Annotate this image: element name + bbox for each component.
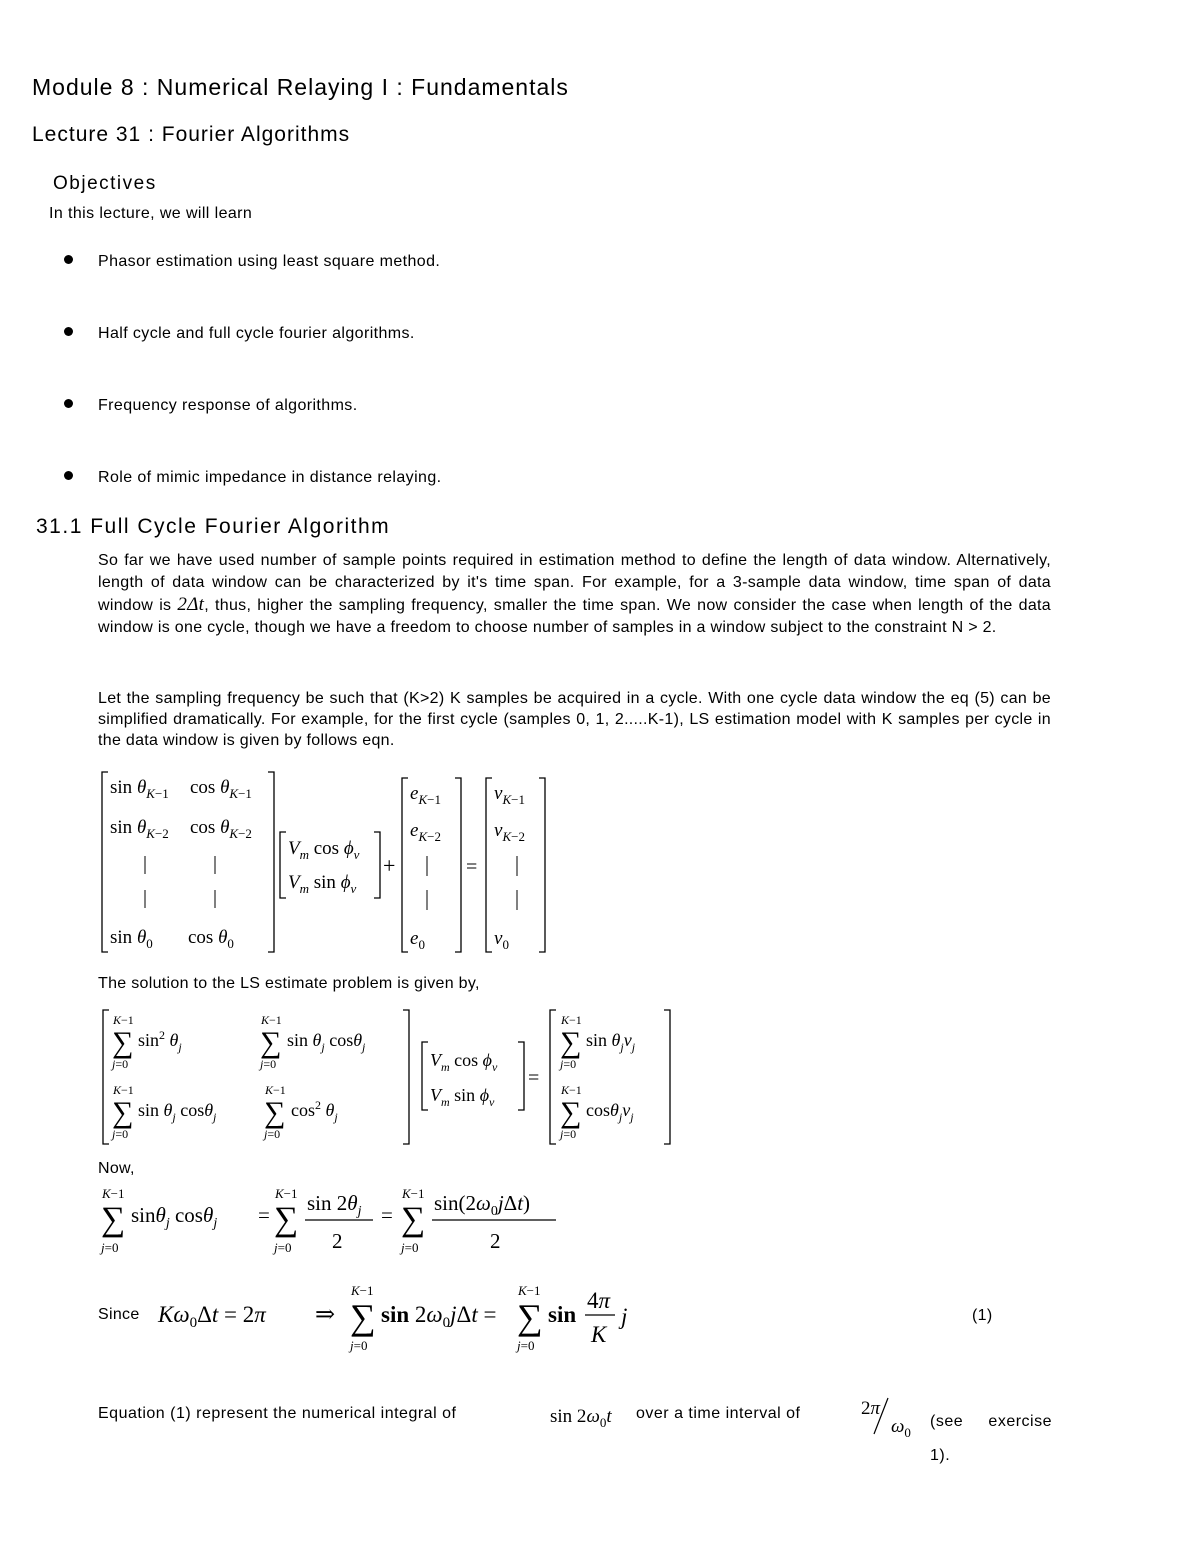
svg-text:cos θK−2: $\cos \theta_K-2$ bbox=[190, 817, 252, 841]
final-text-2: over a time interval of bbox=[636, 1405, 801, 1422]
svg-text:j=0: j=0 bbox=[517, 1338, 535, 1353]
now-text: Now, bbox=[98, 1160, 135, 1177]
svg-text:Vm sin ϕv: $V_m$ $\sin \phi_v$ bbox=[430, 1085, 495, 1109]
svg-text:v0: $v_0$ bbox=[494, 928, 509, 952]
svg-text:K−1: K−1 bbox=[265, 1083, 286, 1097]
svg-text:sin(2ω0jΔt): $\sin(2\omega_0j\Delta t)$ bbox=[434, 1191, 531, 1219]
equation-sum-identity bbox=[98, 1184, 578, 1260]
svg-text:∑: ∑ bbox=[260, 1026, 282, 1059]
svg-text:K−1: K−1 bbox=[561, 1013, 582, 1027]
svg-text:vK−1: $v_K-1$ bbox=[494, 783, 525, 807]
objective-item: Phasor estimation using least square method. bbox=[64, 253, 440, 271]
svg-text:K−1: K−1 bbox=[518, 1283, 541, 1298]
objectives-heading: Objectives bbox=[53, 173, 157, 194]
svg-text:K−1: K−1 bbox=[561, 1083, 582, 1097]
paragraph-1: So far we have used number of sample points required in estimation method to define the length of data window. Alternatively, length of data window can be characterized by it's time span. For example, for a 3-sample data window, time span of data window is 2Δt, thus, higher the sampling frequency, smaller the time span. We now consider the case when length of the data window is one cycle, though we have a freedom to choose number of samples in a window subject to the constraint N > 2. bbox=[98, 552, 1052, 636]
svg-text:=: = bbox=[528, 1067, 540, 1089]
svg-text:∑: ∑ bbox=[274, 1201, 299, 1238]
svg-text:sin θK−1: $\sin \theta_K-1$ bbox=[110, 777, 169, 801]
objective-item: Frequency response of algorithms. bbox=[64, 397, 358, 415]
svg-text:∑: ∑ bbox=[101, 1201, 126, 1238]
since-text: Since bbox=[98, 1306, 140, 1323]
svg-text:∑: ∑ bbox=[401, 1201, 426, 1238]
svg-text:j=0: j=0 bbox=[274, 1240, 292, 1255]
bullet-icon bbox=[64, 399, 73, 408]
svg-text:∑: ∑ bbox=[560, 1026, 582, 1059]
svg-text:sin θj cosθj: $\sin \theta_j$ cosθ$_j$ bbox=[287, 1030, 366, 1054]
final-text-1: Equation (1) represent the numerical integral of bbox=[98, 1405, 457, 1422]
svg-text:cos2 θj: $\cos^2 \theta_j$ bbox=[291, 1098, 338, 1124]
svg-text:sinθj cosθj: sinθ$_j$ cosθ$_j$ bbox=[131, 1203, 218, 1231]
svg-text:Kω0Δt = 2π: $K\omega_0\Delta t = 2\pi$ bbox=[158, 1302, 266, 1331]
svg-text:j=0: j=0 bbox=[560, 1127, 577, 1141]
svg-text:∑: ∑ bbox=[112, 1096, 134, 1129]
svg-text:K−1: K−1 bbox=[102, 1186, 125, 1201]
svg-text:eK−1: $e_K-1$ bbox=[410, 783, 441, 807]
bullet-icon bbox=[64, 327, 73, 336]
svg-text:vK−2: $v_K-2$ bbox=[494, 820, 525, 844]
objective-item: Half cycle and full cycle fourier algorithms. bbox=[64, 325, 415, 343]
bullet-icon bbox=[64, 471, 73, 480]
equation-ls-solution bbox=[98, 1006, 678, 1148]
svg-text:∑: ∑ bbox=[517, 1297, 543, 1337]
equation-number: (1) bbox=[972, 1307, 993, 1324]
svg-text:cosθjvj: $\cos\theta_jv_j$ bbox=[586, 1100, 634, 1124]
svg-text:sin2 θj: $\sin^2 \theta_j$ bbox=[138, 1028, 182, 1054]
equation-1 bbox=[155, 1282, 645, 1354]
svg-text:j=0: j=0 bbox=[101, 1240, 119, 1255]
svg-text:2: 2 bbox=[490, 1229, 501, 1253]
svg-text:j=0: j=0 bbox=[112, 1127, 129, 1141]
svg-text:∑: ∑ bbox=[264, 1096, 286, 1129]
svg-text:Vm sin ϕv: $V_m$ $\sin \phi_v$ bbox=[288, 872, 357, 896]
svg-text:∑: ∑ bbox=[112, 1026, 134, 1059]
svg-text:K: K bbox=[591, 1322, 607, 1347]
equation-ls-model bbox=[98, 766, 558, 958]
svg-text:+: + bbox=[383, 853, 396, 878]
svg-text:2π: 2π bbox=[861, 1398, 881, 1419]
svg-text:sin: sin bbox=[548, 1302, 577, 1327]
svg-text:sin 2θj: $\sin 2\theta_j$ bbox=[307, 1191, 362, 1219]
module-title: Module 8 : Numerical Relaying I : Fundamentals bbox=[32, 74, 569, 100]
svg-text:sin θ0: $\sin \theta_0$ bbox=[110, 927, 153, 951]
svg-text:j=0: j=0 bbox=[401, 1240, 419, 1255]
svg-text:eK−2: $e_K-2$ bbox=[410, 820, 441, 844]
final-text-3: (see exercise 1). bbox=[930, 1413, 1052, 1464]
objectives-intro: In this lecture, we will learn bbox=[49, 205, 253, 222]
svg-text:⇒: ⇒ bbox=[315, 1302, 336, 1328]
svg-text:K−1: K−1 bbox=[402, 1186, 425, 1201]
svg-text:4π: 4π bbox=[587, 1288, 611, 1313]
svg-text:Vm cos ϕv: $V_m$ $\cos \phi_v$ bbox=[430, 1050, 498, 1074]
svg-text:Vm cos ϕv: $V_m$ $\cos \phi_v$ bbox=[288, 838, 360, 862]
svg-text:=: = bbox=[381, 1203, 393, 1227]
svg-text:e0: $e_0$ bbox=[410, 928, 425, 952]
svg-text:2: 2 bbox=[332, 1229, 343, 1253]
svg-text:sin θj cosθj: $\sin \theta_j$ cosθ$_j$ bbox=[138, 1100, 217, 1124]
svg-text:K−1: K−1 bbox=[275, 1186, 298, 1201]
inline-math-sin2w0t bbox=[548, 1398, 636, 1434]
svg-text:=: = bbox=[258, 1203, 270, 1227]
svg-text:K−1: K−1 bbox=[261, 1013, 282, 1027]
svg-text:j=0: j=0 bbox=[260, 1057, 277, 1071]
svg-text:∑: ∑ bbox=[560, 1096, 582, 1129]
svg-text:K−1: K−1 bbox=[113, 1013, 134, 1027]
inline-math-2dt: 2Δt bbox=[177, 594, 205, 615]
svg-text:sin θK−2: $\sin \theta_K-2$ bbox=[110, 817, 169, 841]
svg-text:j=0: j=0 bbox=[112, 1057, 129, 1071]
svg-text:∑: ∑ bbox=[350, 1297, 376, 1337]
svg-text:sin θjvj: $\sin \theta_jv_j$ bbox=[586, 1030, 636, 1054]
solution-text: The solution to the LS estimate problem is given by, bbox=[98, 975, 480, 992]
bullet-icon bbox=[64, 255, 73, 264]
svg-text:j=0: j=0 bbox=[560, 1057, 577, 1071]
objective-item: Role of mimic impedance in distance relaying. bbox=[64, 469, 441, 487]
svg-text:j=0: j=0 bbox=[350, 1338, 368, 1353]
svg-text:K−1: K−1 bbox=[351, 1283, 374, 1298]
svg-text:=: = bbox=[466, 856, 478, 878]
svg-text:sin 2ω0jΔt =: $\sin 2\omega_0j\Delta t$ = bbox=[381, 1302, 497, 1331]
svg-text:j: j bbox=[621, 1304, 628, 1329]
svg-text:ω0: $\omega_0$ bbox=[891, 1416, 911, 1440]
svg-text:cos θ0: $\cos \theta_0$ bbox=[188, 927, 234, 951]
lecture-title: Lecture 31 : Fourier Algorithms bbox=[32, 123, 351, 146]
svg-text:K−1: K−1 bbox=[113, 1083, 134, 1097]
section-title: 31.1 Full Cycle Fourier Algorithm bbox=[36, 515, 391, 538]
svg-text:j=0: j=0 bbox=[264, 1127, 281, 1141]
paragraph-2: Let the sampling frequency be such that (K>2) K samples be acquired in a cycle. With one cycle data window the eq (5) can be simplified dramatically. For example, for the first cycle (samples 0, 1, 2.....K-1), LS estimation model with K samples per cycle in the data window is given by follows eqn. bbox=[98, 690, 1051, 749]
svg-text:cos θK−1: $\cos \theta_K-1$ bbox=[190, 777, 252, 801]
inline-math-2pi-over-w0 bbox=[858, 1392, 928, 1440]
svg-text:sin 2ω0t: $\sin 2\omega_0t$ bbox=[550, 1406, 612, 1430]
